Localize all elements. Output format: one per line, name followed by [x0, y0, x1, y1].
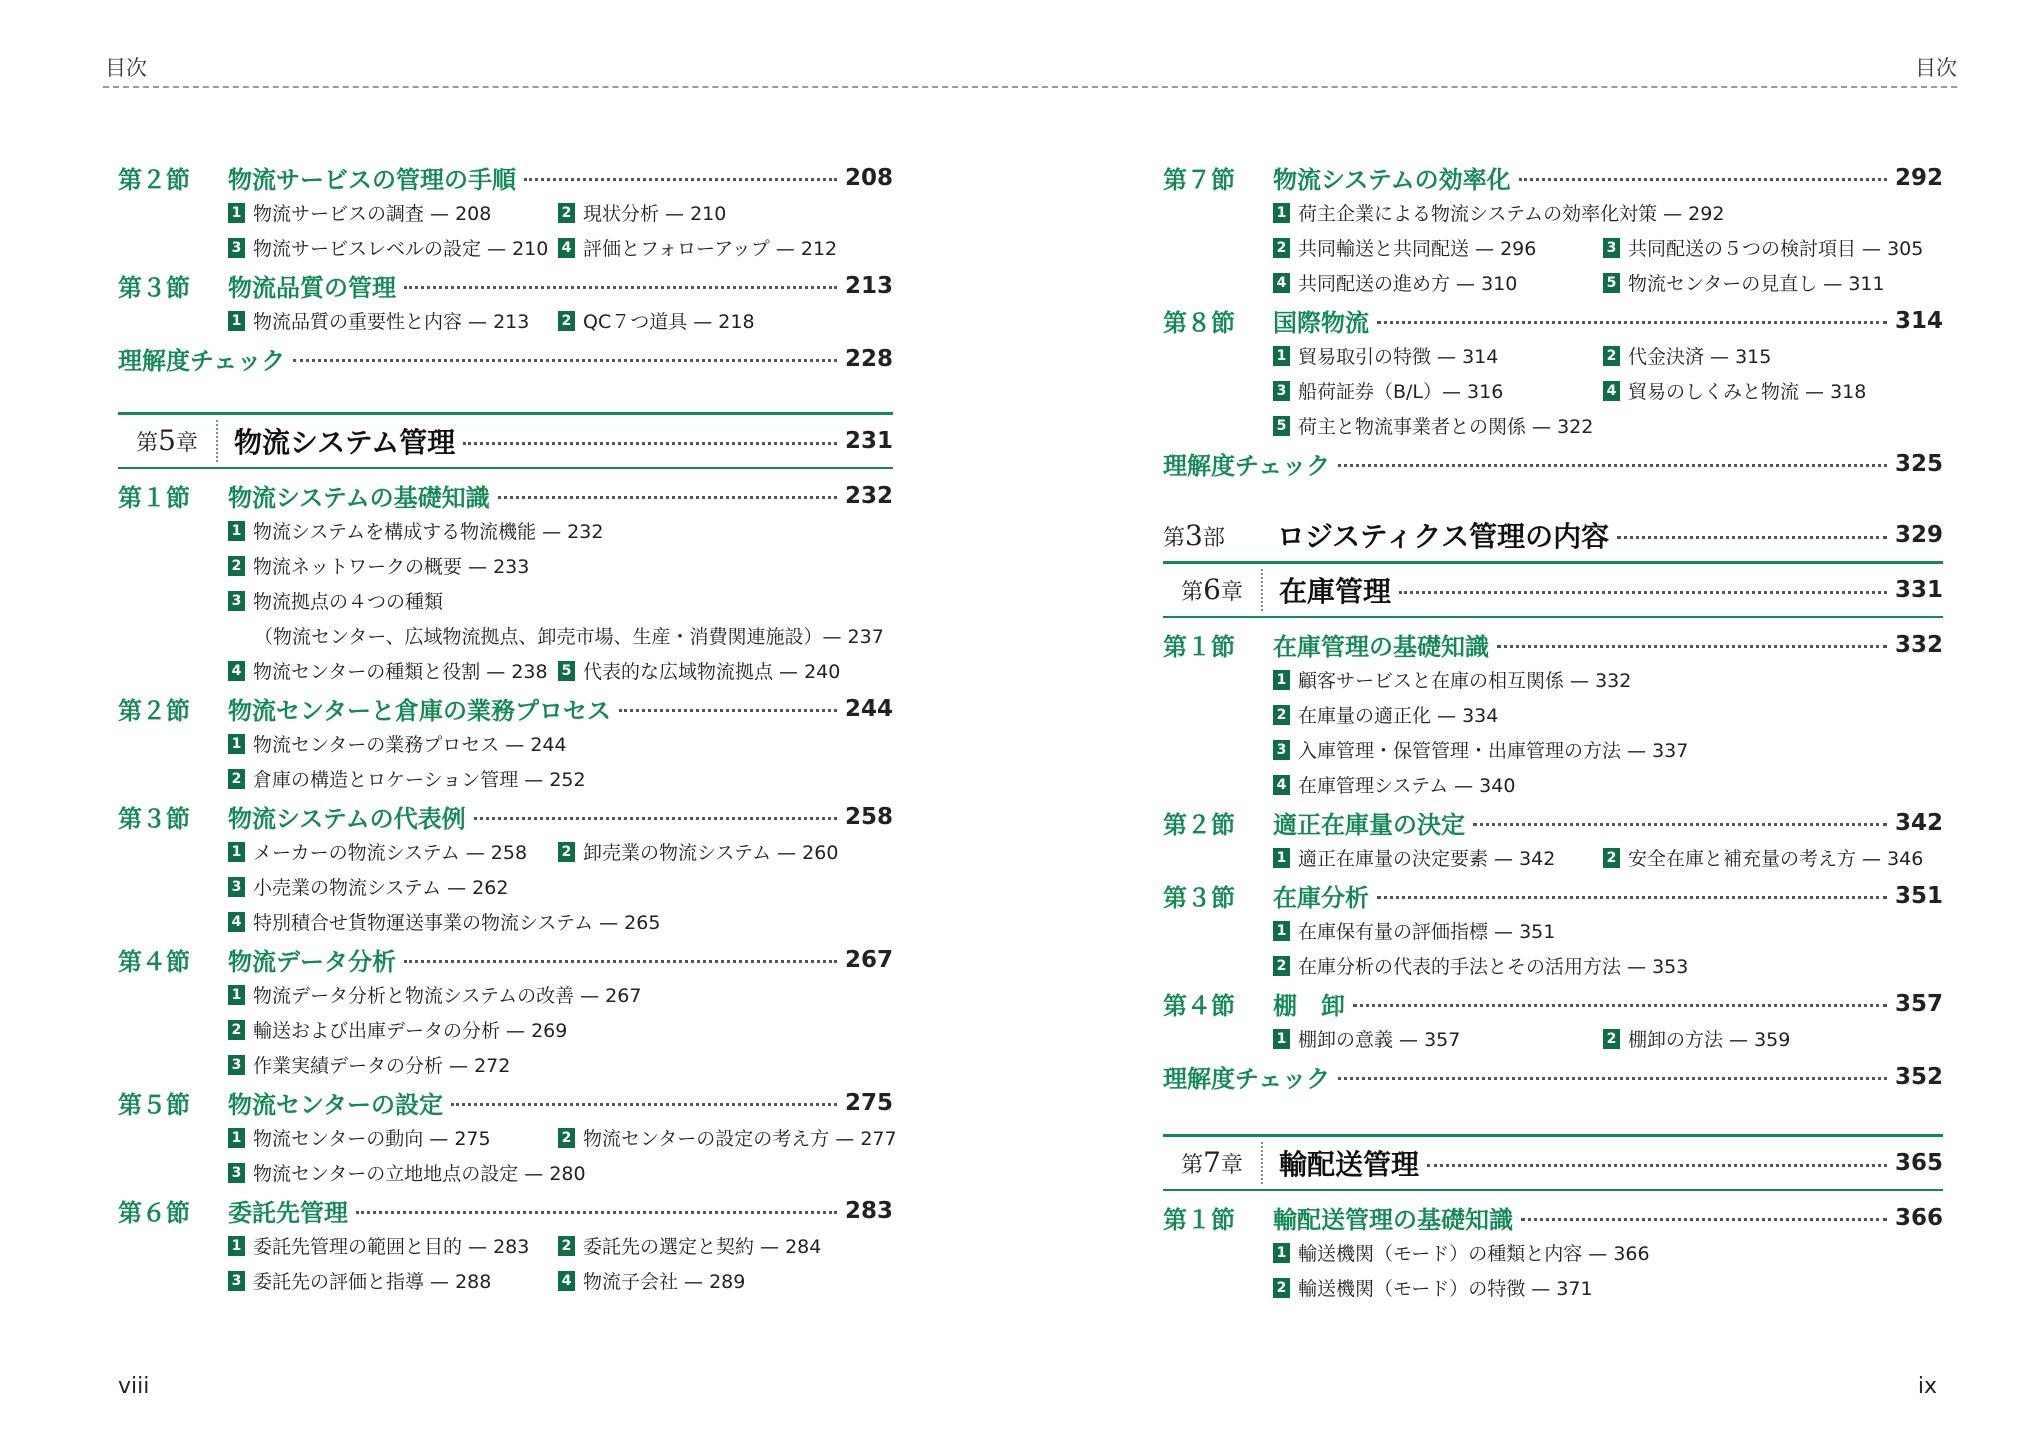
item-number: 5 — [1603, 273, 1620, 293]
item-list — [1163, 913, 1943, 983]
toc-item[interactable] — [558, 195, 888, 230]
item-number: 4 — [1603, 381, 1620, 401]
section-title: 物流センターの設定 — [228, 1091, 444, 1119]
leader-dots — [1353, 1004, 1887, 1007]
section-title: 物流システムの基礎知識 — [228, 484, 490, 512]
page-number: 357 — [1894, 990, 1943, 1017]
toc-item[interactable] — [1273, 338, 1603, 373]
item-text: 安全在庫と補充量の考え方 — 346 — [1628, 848, 1924, 870]
section-label: 第２節 — [118, 697, 190, 725]
item-text: 小売業の物流システム — 262 — [253, 877, 509, 899]
section-label: 第４節 — [118, 948, 190, 976]
page-folio-left: viii — [118, 1374, 150, 1399]
toc-check[interactable] — [118, 341, 893, 376]
toc-item[interactable] — [1273, 697, 1943, 732]
section-label: 第４節 — [1163, 992, 1235, 1020]
toc-item[interactable] — [228, 1047, 893, 1082]
toc-section[interactable] — [118, 1085, 893, 1120]
leader-dots — [1519, 178, 1887, 181]
section-label: 第１節 — [1163, 633, 1235, 661]
item-number: 1 — [228, 1236, 245, 1256]
item-list — [118, 726, 893, 796]
running-header-left: 目次 — [105, 56, 147, 80]
item-text: （物流センター、広域物流拠点、卸売市場、生産・消費関連施設）— 237 — [254, 626, 884, 648]
leader-dots — [1427, 1164, 1887, 1167]
item-number: 2 — [1273, 705, 1290, 725]
item-text: 評価とフォローアップ — 212 — [583, 238, 838, 260]
toc-section[interactable] — [118, 799, 893, 834]
chapter-title: 在庫管理 — [1279, 575, 1392, 608]
toc-section[interactable] — [1163, 303, 1943, 338]
item-text: 物流品質の重要性と内容 — 213 — [253, 311, 530, 333]
item-number: 1 — [1273, 346, 1290, 366]
item-text: 共同配送の進め方 — 310 — [1298, 273, 1518, 295]
item-number: 3 — [228, 877, 245, 897]
page-number: 267 — [844, 946, 893, 973]
section-label: 第２節 — [1163, 811, 1235, 839]
item-text: 貿易のしくみと物流 — 318 — [1628, 381, 1867, 403]
item-list — [118, 195, 893, 265]
page-number: 325 — [1894, 450, 1943, 477]
item-text: 物流センターの業務プロセス — 244 — [253, 734, 567, 756]
toc-item[interactable] — [1273, 373, 1603, 408]
section-label: 第３節 — [118, 805, 190, 833]
item-number: 2 — [1603, 848, 1620, 868]
section-title: 適正在庫量の決定 — [1273, 811, 1465, 839]
item-number: 2 — [558, 311, 575, 331]
item-number: 2 — [1273, 956, 1290, 976]
toc-section[interactable] — [118, 268, 893, 303]
item-number: 1 — [228, 311, 245, 331]
item-number: 2 — [1273, 1278, 1290, 1298]
item-number: 3 — [1603, 238, 1620, 258]
toc-section[interactable] — [118, 478, 893, 513]
leader-dots — [356, 1211, 837, 1214]
leader-dots — [1473, 823, 1887, 826]
toc-item[interactable] — [1273, 1270, 1943, 1305]
toc-section[interactable] — [118, 160, 893, 195]
item-list — [1163, 1235, 1943, 1305]
toc-chapter[interactable] — [1163, 561, 1943, 618]
section-title: 物流センターと倉庫の業務プロセス — [228, 697, 612, 725]
item-number: 3 — [228, 591, 245, 611]
toc-item[interactable] — [228, 230, 558, 265]
item-text: 貿易取引の特徴 — 314 — [1298, 346, 1499, 368]
item-text: 委託先の評価と指導 — 288 — [253, 1271, 492, 1293]
item-list — [1163, 662, 1943, 802]
section-title: 物流データ分析 — [228, 948, 396, 976]
check-title: 理解度チェック — [1163, 1065, 1331, 1093]
page-number: 258 — [844, 803, 893, 830]
toc-item[interactable] — [228, 1120, 558, 1155]
toc-item[interactable] — [558, 230, 888, 265]
item-text: 物流センターの種類と役割 — 238 — [253, 661, 548, 683]
page-number: 228 — [844, 345, 893, 372]
item-text: 代表的な広域物流拠点 — 240 — [583, 661, 841, 683]
toc-item[interactable] — [228, 1012, 893, 1047]
toc-item[interactable] — [228, 761, 893, 796]
leader-dots — [293, 359, 837, 362]
item-list — [118, 1120, 897, 1190]
item-text: 作業実績データの分析 — 272 — [253, 1055, 511, 1077]
item-text: 在庫保有量の評価指標 — 351 — [1298, 921, 1556, 943]
toc-item[interactable] — [1273, 265, 1603, 300]
item-number: 3 — [228, 1163, 245, 1183]
running-header-right: 目次 — [1915, 56, 1957, 80]
toc-chapter[interactable] — [1163, 1134, 1943, 1191]
toc-item[interactable] — [228, 726, 893, 761]
leader-dots — [404, 960, 837, 963]
toc-item[interactable] — [1273, 195, 1943, 230]
item-list — [1163, 338, 1943, 443]
toc-item[interactable] — [228, 548, 893, 583]
toc-section[interactable] — [1163, 805, 1943, 840]
item-list — [118, 513, 893, 688]
toc-right-page — [1163, 160, 1943, 1305]
item-text: QC７つ道具 — 218 — [583, 311, 755, 333]
item-list — [118, 834, 893, 939]
section-title: 棚 卸 — [1273, 992, 1345, 1020]
page-number: 314 — [1894, 307, 1943, 334]
item-list — [118, 303, 893, 338]
toc-item[interactable] — [228, 834, 558, 869]
toc-item[interactable] — [1603, 230, 1933, 265]
item-text: 物流センターの設定の考え方 — 277 — [583, 1128, 897, 1150]
toc-section[interactable] — [1163, 878, 1943, 913]
check-title: 理解度チェック — [118, 347, 286, 375]
section-title: 物流サービスの管理の手順 — [228, 166, 516, 194]
leader-dots — [524, 178, 837, 181]
item-number: 4 — [558, 238, 575, 258]
toc-item[interactable] — [228, 1263, 558, 1298]
leader-dots — [1521, 1218, 1887, 1221]
toc-part[interactable] — [1163, 509, 1943, 561]
check-title: 理解度チェック — [1163, 452, 1331, 480]
page-number: 283 — [844, 1197, 893, 1224]
item-number: 4 — [1273, 775, 1290, 795]
leader-dots — [619, 709, 837, 712]
leader-dots — [1497, 645, 1887, 648]
toc-item[interactable] — [228, 869, 893, 904]
toc-section[interactable] — [1163, 160, 1943, 195]
page-number: 365 — [1894, 1150, 1943, 1176]
item-text: 適正在庫量の決定要素 — 342 — [1298, 848, 1556, 870]
section-label: 第５節 — [118, 1091, 190, 1119]
item-text: 物流データ分析と物流システムの改善 — 267 — [253, 985, 642, 1007]
item-text: 共同配送の５つの検討項目 — 305 — [1628, 238, 1924, 260]
page-number: 331 — [1894, 577, 1943, 603]
toc-item[interactable] — [558, 1228, 888, 1263]
item-number: 1 — [228, 985, 245, 1005]
toc-check[interactable] — [1163, 1059, 1943, 1094]
section-label: 第６節 — [118, 1199, 190, 1227]
item-number: 1 — [228, 734, 245, 754]
item-list — [1163, 840, 1943, 875]
page-number: 231 — [844, 428, 893, 454]
item-list — [1163, 1021, 1943, 1056]
item-text: 物流ネットワークの概要 — 233 — [253, 556, 530, 578]
leader-dots — [463, 442, 837, 445]
toc-item[interactable] — [228, 977, 893, 1012]
page-number: 232 — [844, 482, 893, 509]
item-text: 顧客サービスと在庫の相互関係 — 332 — [1298, 670, 1632, 692]
chapter-label: 第5章 — [118, 420, 218, 462]
page-number: 366 — [1894, 1204, 1943, 1231]
toc-item[interactable] — [1603, 373, 1933, 408]
toc-item[interactable] — [558, 303, 888, 338]
toc-item[interactable] — [1273, 230, 1603, 265]
toc-item[interactable] — [1273, 1235, 1943, 1270]
chapter-title: 物流システム管理 — [234, 426, 456, 459]
item-number: 5 — [558, 661, 575, 681]
item-number: 3 — [1273, 381, 1290, 401]
toc-item[interactable] — [1273, 913, 1943, 948]
item-number: 1 — [1273, 1243, 1290, 1263]
item-text: 物流センターの見直し — 311 — [1628, 273, 1885, 295]
toc-item[interactable] — [1603, 338, 1933, 373]
item-text: 在庫分析の代表的手法とその活用方法 — 353 — [1298, 956, 1689, 978]
item-number: 1 — [1273, 921, 1290, 941]
chapter-label: 第6章 — [1163, 569, 1263, 611]
toc-left-page — [118, 160, 897, 1298]
item-text: 代金決済 — 315 — [1628, 346, 1772, 368]
toc-item[interactable] — [558, 1120, 897, 1155]
page-number: 351 — [1894, 882, 1943, 909]
item-text: 物流センターの立地地点の設定 — 280 — [253, 1163, 586, 1185]
leader-dots — [1617, 536, 1887, 539]
item-number: 4 — [228, 912, 245, 932]
chapter-title: 輸配送管理 — [1279, 1148, 1420, 1181]
item-number: 3 — [228, 1271, 245, 1291]
item-number: 2 — [228, 769, 245, 789]
section-title: 輸配送管理の基礎知識 — [1273, 1206, 1513, 1234]
toc-item[interactable] — [1273, 732, 1943, 767]
item-text: 物流サービスレベルの設定 — 210 — [253, 238, 549, 260]
part-title: ロジスティクス管理の内容 — [1277, 520, 1610, 553]
toc-item[interactable] — [228, 303, 558, 338]
toc-item[interactable] — [228, 513, 893, 548]
chapter-label: 第7章 — [1163, 1142, 1263, 1184]
section-title: 物流システムの代表例 — [228, 805, 466, 833]
toc-item[interactable] — [228, 1155, 893, 1190]
section-label: 第１節 — [1163, 1206, 1235, 1234]
part-label: 第3部 — [1163, 518, 1225, 552]
item-text: 輸送および出庫データの分析 — 269 — [253, 1020, 568, 1042]
leader-dots — [1338, 1077, 1887, 1080]
item-text: 輸送機関（モード）の特徴 — 371 — [1298, 1278, 1593, 1300]
leader-dots — [474, 817, 837, 820]
leader-dots — [404, 286, 837, 289]
item-number: 3 — [228, 238, 245, 258]
item-number: 1 — [1273, 670, 1290, 690]
item-number: 1 — [228, 203, 245, 223]
item-text: 物流拠点の４つの種類 — [253, 591, 444, 613]
item-list — [118, 977, 893, 1082]
item-number: 4 — [1273, 273, 1290, 293]
item-number: 2 — [1273, 238, 1290, 258]
item-number: 5 — [1273, 416, 1290, 436]
toc-section[interactable] — [1163, 627, 1943, 662]
toc-item[interactable] — [1603, 1021, 1933, 1056]
section-label: 第７節 — [1163, 166, 1235, 194]
item-text: 特別積合せ貨物運送事業の物流システム — 265 — [253, 912, 661, 934]
item-number: 1 — [228, 521, 245, 541]
toc-item[interactable] — [558, 834, 888, 869]
toc-item[interactable] — [1273, 767, 1943, 802]
toc-item[interactable] — [1273, 1021, 1603, 1056]
item-list — [118, 1228, 893, 1298]
section-title: 在庫分析 — [1273, 884, 1369, 912]
item-text: 物流センターの動向 — 275 — [253, 1128, 491, 1150]
section-label: 第２節 — [118, 166, 190, 194]
item-number: 2 — [1603, 1029, 1620, 1049]
section-title: 物流品質の管理 — [228, 274, 396, 302]
item-number: 4 — [228, 661, 245, 681]
item-number: 2 — [558, 1128, 575, 1148]
item-number: 1 — [1273, 848, 1290, 868]
item-number: 4 — [558, 1271, 575, 1291]
item-number: 1 — [228, 1128, 245, 1148]
page-number: 332 — [1894, 631, 1943, 658]
toc-item[interactable] — [558, 653, 888, 688]
toc-item-continuation — [228, 618, 893, 653]
toc-section[interactable] — [1163, 986, 1943, 1021]
item-text: 物流サービスの調査 — 208 — [253, 203, 492, 225]
toc-chapter[interactable] — [118, 412, 893, 469]
item-text: 共同輸送と共同配送 — 296 — [1298, 238, 1537, 260]
section-title: 物流システムの効率化 — [1273, 166, 1511, 194]
item-text: 在庫量の適正化 — 334 — [1298, 705, 1499, 727]
leader-dots — [1377, 896, 1887, 899]
page-number: 208 — [844, 164, 893, 191]
item-number: 2 — [228, 556, 245, 576]
header-rule — [103, 86, 1957, 88]
section-title: 国際物流 — [1273, 309, 1369, 337]
toc-item[interactable] — [1273, 408, 1943, 443]
toc-check[interactable] — [1163, 446, 1943, 481]
item-number: 2 — [1603, 346, 1620, 366]
toc-item[interactable] — [1273, 840, 1603, 875]
toc-item[interactable] — [228, 904, 893, 939]
toc-item[interactable] — [228, 1228, 558, 1263]
item-text: 輸送機関（モード）の種類と内容 — 366 — [1298, 1243, 1650, 1265]
leader-dots — [1377, 321, 1887, 324]
item-text: 委託先の選定と契約 — 284 — [583, 1236, 822, 1258]
section-title: 在庫管理の基礎知識 — [1273, 633, 1489, 661]
toc-item[interactable] — [1273, 662, 1943, 697]
page-number: 342 — [1894, 809, 1943, 836]
item-text: 船荷証券（B/L）— 316 — [1298, 381, 1504, 403]
item-text: 物流システムを構成する物流機能 — 232 — [253, 521, 604, 543]
item-number: 2 — [558, 203, 575, 223]
item-number: 1 — [228, 842, 245, 862]
item-text: 入庫管理・保管管理・出庫管理の方法 — 337 — [1298, 740, 1689, 762]
page-number: 292 — [1894, 164, 1943, 191]
page-number: 329 — [1894, 522, 1943, 548]
leader-dots — [451, 1103, 837, 1106]
item-number: 3 — [1273, 740, 1290, 760]
leader-dots — [1338, 464, 1887, 467]
page-folio-right: ix — [1917, 1374, 1937, 1399]
toc-item[interactable] — [558, 1263, 888, 1298]
section-label: 第３節 — [1163, 884, 1235, 912]
toc-section[interactable] — [118, 1193, 893, 1228]
page-number: 244 — [844, 695, 893, 722]
item-number: 2 — [558, 1236, 575, 1256]
toc-section[interactable] — [1163, 1200, 1943, 1235]
item-text: 倉庫の構造とロケーション管理 — 252 — [253, 769, 586, 791]
item-text: 荷主と物流事業者との関係 — 322 — [1298, 416, 1594, 438]
section-label: 第１節 — [118, 484, 190, 512]
item-text: 卸売業の物流システム — 260 — [583, 842, 839, 864]
page-number: 352 — [1894, 1063, 1943, 1090]
toc-item[interactable] — [228, 195, 558, 230]
toc-section[interactable] — [118, 942, 893, 977]
toc-item[interactable] — [228, 653, 558, 688]
item-text: 棚卸の意義 — 357 — [1298, 1029, 1461, 1051]
item-text: 荷主企業による物流システムの効率化対策 — 292 — [1298, 203, 1725, 225]
item-number: 3 — [228, 1055, 245, 1075]
item-number: 1 — [1273, 203, 1290, 223]
toc-section[interactable] — [118, 691, 893, 726]
item-text: 在庫管理システム — 340 — [1298, 775, 1516, 797]
section-label: 第３節 — [118, 274, 190, 302]
item-text: 棚卸の方法 — 359 — [1628, 1029, 1791, 1051]
item-text: 物流子会社 — 289 — [583, 1271, 746, 1293]
toc-item[interactable] — [1603, 265, 1933, 300]
leader-dots — [1399, 591, 1887, 594]
item-text: 委託先管理の範囲と目的 — 283 — [253, 1236, 530, 1258]
toc-item[interactable] — [1603, 840, 1933, 875]
toc-item[interactable] — [228, 583, 893, 618]
toc-item[interactable] — [1273, 948, 1943, 983]
item-number: 2 — [558, 842, 575, 862]
item-list — [1163, 195, 1943, 300]
item-number: 1 — [1273, 1029, 1290, 1049]
section-title: 委託先管理 — [228, 1199, 348, 1227]
item-number: 2 — [228, 1020, 245, 1040]
item-text: 現状分析 — 210 — [583, 203, 727, 225]
section-label: 第８節 — [1163, 309, 1235, 337]
item-text: メーカーの物流システム — 258 — [253, 842, 528, 864]
page-number: 213 — [844, 272, 893, 299]
page-number: 275 — [844, 1089, 893, 1116]
leader-dots — [498, 496, 837, 499]
